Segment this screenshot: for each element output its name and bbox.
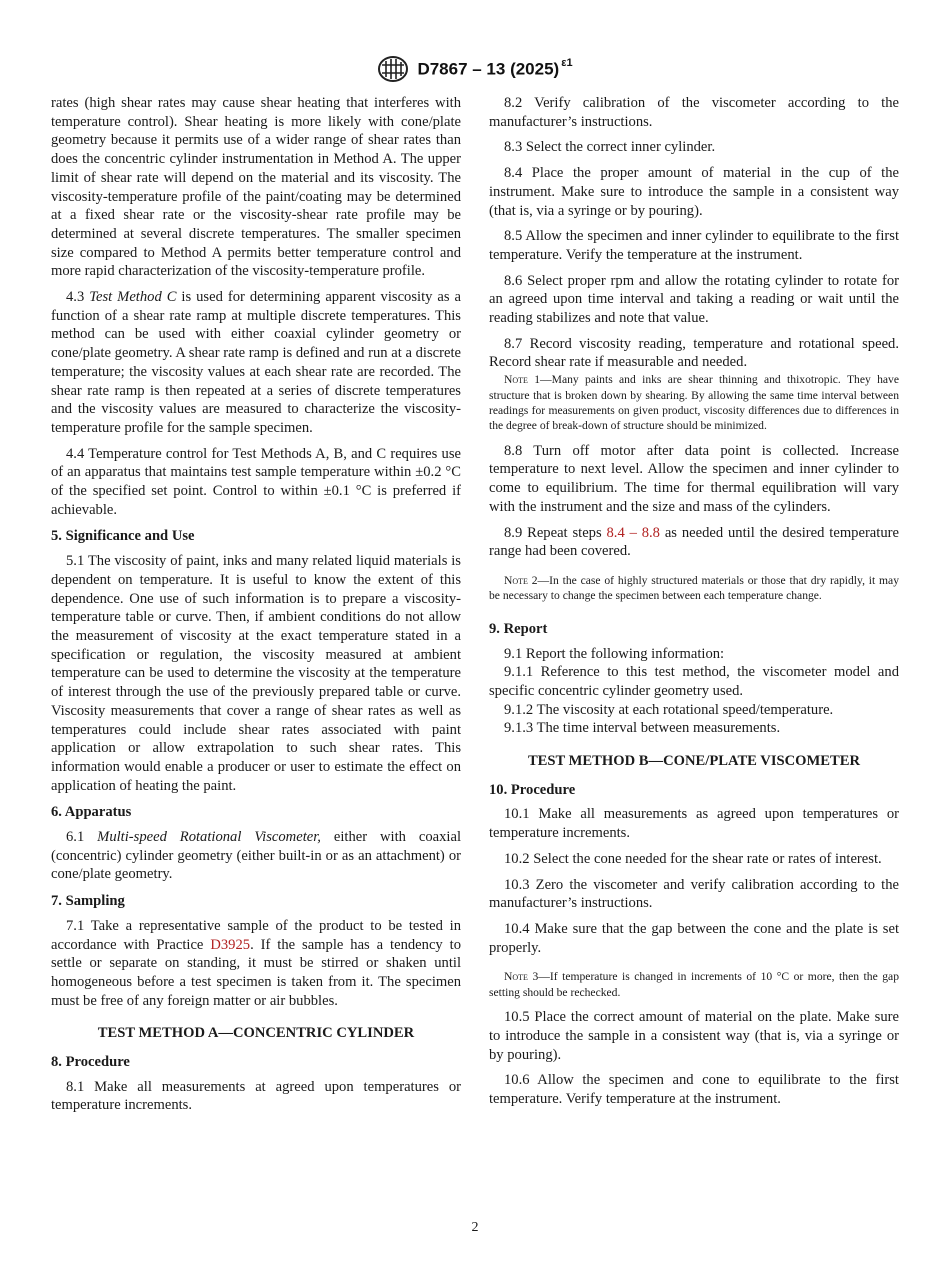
paragraph-9-1-2: 9.1.2 The viscosity at each rotational speed/temperature. <box>504 701 834 718</box>
paragraph-9-1-3: 9.1.3 The time interval between measurements. <box>504 720 781 737</box>
paragraph-6-1: 6.1 Multi-speed Rotational Viscometer, either with coaxial (concentric) cylinder geometry (either built-in or as an attachment) or cone/plate geometry. <box>51 829 461 883</box>
d3925-link[interactable]: D3925 <box>210 936 251 953</box>
paragraph-10-1: 10.1 Make all measurements as agreed upon temperatures or temperature increments. <box>489 806 899 842</box>
paragraph-4-2-continued: rates (high shear rates may cause shear heating that interferes with temperature control). Shear heating is more likely with cone/plate geometry because it permits use of a wider range of shear rates than does the concentric cylinder instrumentation in Method A. The upper limit of shear rate will depend on the material and its viscosity. The viscosity-temperature profile of the paint/coating may be determined at a fixed shear rate or the viscosity-shear rate profile may be determined at several discrete temperatures. The smaller specimen size compared to Method A permits better temperature control and more rapid characterization of the viscosity-temperature profile. <box>51 95 461 280</box>
paragraph-9-1: 9.1 Report the following information: <box>504 645 725 662</box>
paragraph-4-3: 4.3 Test Method C is used for determining apparent viscosity as a function of a shear rate ramp at multiple discrete temperatures. This method can be used with either coaxial cylinder geometry or cone/plate geometry. A shear rate ramp is defined and run at a discrete temperature; the viscosity values at each shear rate are recorded. The shear rate ramp is then repeated at a series of discrete temperatures and the viscosity values are measured to characterize the viscosity-temperature profile for the sample specimen. <box>51 289 461 436</box>
section-7-heading: 7. Sampling <box>51 893 125 910</box>
right-column <box>489 94 899 1116</box>
page-header <box>0 55 950 83</box>
paragraph-8-6: 8.6 Select proper rpm and allow the rotating cylinder to rotate for an agreed upon time interval and taking a reading or wait until the reading stabilizes and note that value. <box>489 272 899 327</box>
paragraph-8-2: 8.2 Verify calibration of the viscometer according to the manufacturer’s instructions. <box>489 95 899 130</box>
paragraph-8-7: 8.7 Record viscosity reading, temperature and rotational speed. Record shear rate if measurable and needed. <box>489 335 899 371</box>
page-number: 2 <box>471 1220 479 1235</box>
section-10-heading: 10. Procedure <box>489 781 576 798</box>
paragraph-8-3: 8.3 Select the correct inner cylinder. <box>504 139 716 156</box>
paragraph-4-4: 4.4 Temperature control for Test Methods A, B, and C requires use of an apparatus that maintains test sample temperature within ±0.2 °C of the specified set point. Control to within ±0.1 °C is preferred if achievable. <box>51 445 461 518</box>
paragraph-10-2: 10.2 Select the cone needed for the shear rate or rates of interest. <box>504 850 882 867</box>
epsilon-superscript: ε1 <box>561 56 573 69</box>
paragraph-8-8: 8.8 Turn off motor after data point is collected. Increase temperature to next level. Allow the specimen and inner cylinder to come to equilibrium. The time for thermal equilibration will vary with the instrument and the size and mass of the cylinders. <box>489 442 899 515</box>
section-6-heading: 6. Apparatus <box>51 804 132 821</box>
paragraph-5-1: 5.1 The viscosity of paint, inks and many related liquid materials is dependent on temperature. It is useful to know the extent of this dependence. One use of such information is to prepare a viscosity-temperature table or curve. Then, if ambient conditions do not allow the measurement of viscosity at the exact temperature stated in a specification or regulation, the viscosity measured at ambient temperature can be used to determine the viscosity at the temperature of interest through the use of the previously prepared table or curve. Viscosity measurements that cover a range of shear rates as well as temperatures could include shear rates associated with paint application or allow extrapolation to such shear rates. This information would enable a producer or user to estimate the effect on application of heating the paint. <box>51 553 461 794</box>
note-2: Note 2—In the case of highly structured materials or those that dry rapidly, it may be necessary to change the specimen between each temperature change. <box>489 573 899 603</box>
section-9-heading: 9. Report <box>489 620 548 637</box>
paragraph-10-5: 10.5 Place the correct amount of material on the plate. Make sure to introduce the sample in a consistent way (that is, via a syringe or by pouring). <box>489 1009 899 1063</box>
paragraph-8-5: 8.5 Allow the specimen and inner cylinder to equilibrate to the first temperature. Verify the temperature at the instrument. <box>489 228 899 263</box>
paragraph-10-4: 10.4 Make sure that the gap between the cone and the plate is set properly. <box>489 920 899 956</box>
left-column <box>51 94 461 1122</box>
standard-designation: D7867 – 13 (2025) $^{\varepsilon 1}$ <box>417 56 573 79</box>
note-3: Note 3—If temperature is changed in increments of 10 °C or more, then the gap setting should be rechecked. <box>489 970 899 999</box>
steps-8-4-8-8-link[interactable]: 8.4 – 8.8 <box>606 524 660 541</box>
section-5-heading: 5. Significance and Use <box>51 528 195 545</box>
paragraph-8-4: 8.4 Place the proper amount of material in the cup of the instrument. Make sure to introduce the sample in a consistent way (that is, via a syringe or by pouring). <box>489 165 899 219</box>
astm-logo-icon <box>377 55 409 83</box>
section-8-heading: 8. Procedure <box>51 1054 130 1071</box>
paragraph-10-6: 10.6 Allow the specimen and cone to equilibrate to the first temperature. Verify temperature at the instrument. <box>489 1072 899 1107</box>
paragraph-7-1: 7.1 Take a representative sample of the product to be tested in accordance with Practice D3925. If the sample has a tendency to settle or separate on standing, it must be stirred or shaken until homogeneous before a test specimen is taken from it. The specimen must be free of any foreign matter or air bubbles. <box>51 917 461 1009</box>
test-method-a-heading: TEST METHOD A—CONCENTRIC CYLINDER <box>97 1025 415 1042</box>
paragraph-9-1-1: 9.1.1 Reference to this test method, the viscometer model and specific concentric cylinder geometry used. <box>489 664 899 699</box>
paragraph-8-1: 8.1 Make all measurements at agreed upon temperatures or temperature increments. <box>51 1078 461 1114</box>
test-method-b-heading: TEST METHOD B—CONE/PLATE VISCOMETER <box>527 753 861 770</box>
paragraph-8-9: 8.9 Repeat steps 8.4 – 8.8 as needed until the desired temperature range had been covered. <box>489 524 899 560</box>
paragraph-10-3: 10.3 Zero the viscometer and verify calibration according to the manufacturer’s instructions. <box>489 876 899 912</box>
note-1: Note 1—Many paints and inks are shear thinning and thixotropic. They have structure that is broken down by shearing. By allowing the same time interval between readings for measurements on given product, viscosity differences due to differences in the degree of break-down of structure should be minimized. <box>489 373 899 433</box>
